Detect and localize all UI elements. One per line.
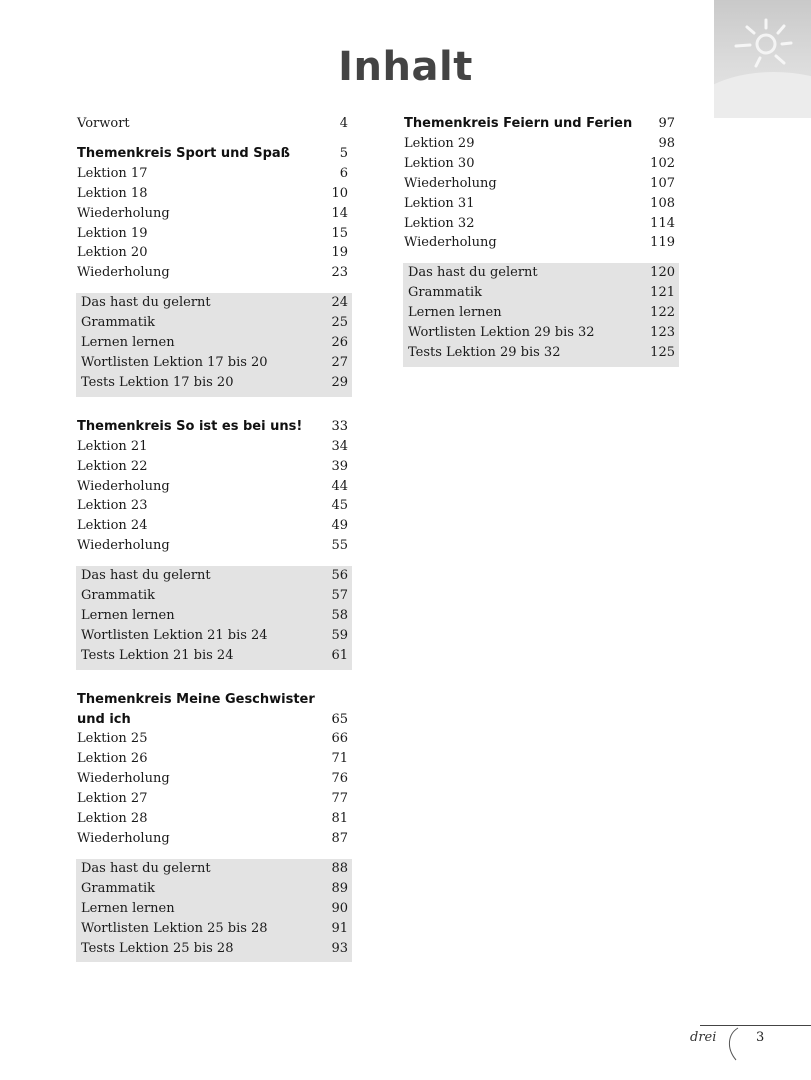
- toc-entry-label: Lektion 23: [77, 498, 148, 514]
- toc-entry-page: 26: [331, 335, 348, 351]
- appendix-box: [76, 859, 352, 963]
- toc-entry-label: Das hast du gelernt: [81, 295, 211, 311]
- toc-entry-label: Wiederholung: [77, 265, 170, 281]
- appendix-entry[interactable]: [403, 343, 679, 363]
- toc-section: [76, 397, 352, 670]
- toc-entry-label: Wiederholung: [77, 831, 170, 846]
- toc-entry-page: 49: [331, 518, 348, 534]
- footer-page-word: drei: [690, 1030, 717, 1045]
- toc-entry-label: und ich: [77, 711, 131, 727]
- toc-entry-page: 45: [331, 498, 348, 514]
- toc-entry-page: 61: [331, 647, 348, 663]
- toc-entry[interactable]: [403, 174, 679, 194]
- appendix-entry[interactable]: [76, 646, 352, 666]
- toc-entry[interactable]: [76, 184, 352, 204]
- toc-entry[interactable]: [76, 769, 352, 789]
- toc-entry-page: 77: [331, 791, 348, 807]
- toc-entry-label: Wiederholung: [77, 538, 170, 554]
- appendix-entry[interactable]: [76, 606, 352, 626]
- appendix-box: [403, 263, 679, 367]
- toc-entry-page: 121: [650, 285, 675, 301]
- toc-entry-label: Tests Lektion 21 bis 24: [81, 647, 234, 663]
- toc-entry-page: 88: [331, 860, 348, 876]
- toc-entry[interactable]: [76, 437, 352, 457]
- toc-entry-label: Lektion 32: [404, 215, 475, 231]
- toc-entry-label: Das hast du gelernt: [81, 860, 211, 876]
- toc-entry-page: 33: [331, 418, 348, 434]
- appendix-entry[interactable]: [76, 353, 352, 373]
- page-footer: [690, 1024, 811, 1064]
- toc-entry[interactable]: [76, 516, 352, 536]
- toc-entry-page: 24: [331, 295, 348, 311]
- toc-entry[interactable]: [76, 789, 352, 809]
- toc-entry-page: 125: [650, 344, 675, 360]
- toc-entry[interactable]: [76, 477, 352, 497]
- toc-entry-page: 19: [331, 245, 348, 261]
- toc-entry-page: 81: [331, 811, 348, 827]
- toc-entry-label: Lektion 28: [77, 811, 148, 827]
- toc-entry-label: Grammatik: [81, 315, 156, 331]
- appendix-entry[interactable]: [76, 313, 352, 333]
- toc-right-sections: [403, 114, 679, 367]
- toc-entry[interactable]: [403, 214, 679, 234]
- toc-entry-label: Wortlisten Lektion 25 bis 28: [81, 920, 268, 936]
- toc-entry[interactable]: [403, 154, 679, 174]
- footer-rule: [700, 1025, 811, 1026]
- toc-entry-label: Themenkreis Sport und Spaß: [77, 145, 291, 161]
- toc-entry-label: Lektion 18: [77, 185, 148, 201]
- toc-entry-page: 58: [331, 607, 348, 623]
- toc-left-column: [76, 114, 352, 962]
- toc-entry-label: Lektion 26: [77, 751, 148, 767]
- toc-entry-label: Das hast du gelernt: [408, 265, 538, 281]
- toc-entry-page: 97: [658, 116, 675, 131]
- page-curl-icon: [724, 1026, 744, 1064]
- toc-entry-label: Lektion 24: [77, 518, 148, 534]
- toc-entry-page: 98: [658, 135, 675, 151]
- appendix-entry[interactable]: [403, 323, 679, 343]
- toc-entry-page: 25: [331, 315, 348, 331]
- appendix-entry[interactable]: [76, 333, 352, 353]
- toc-entry[interactable]: [76, 204, 352, 224]
- toc-entry-label: Lektion 17: [77, 165, 148, 181]
- toc-entry-label: Lektion 29: [404, 135, 475, 151]
- toc-entry-label: Wortlisten Lektion 21 bis 24: [81, 627, 268, 643]
- section-heading[interactable]: [76, 144, 352, 164]
- toc-entry-label: Grammatik: [81, 588, 156, 604]
- section-heading[interactable]: [76, 690, 352, 710]
- toc-entry-page: 27: [331, 354, 348, 370]
- toc-entry-label: Themenkreis So ist es bei uns!: [77, 418, 303, 434]
- toc-entry-label: Das hast du gelernt: [81, 568, 211, 584]
- appendix-entry[interactable]: [403, 263, 679, 283]
- toc-entry-label: Tests Lektion 29 bis 32: [408, 344, 561, 360]
- toc-entry-label: Lernen lernen: [81, 335, 175, 351]
- appendix-entry[interactable]: [76, 626, 352, 646]
- toc-entry-label: Lektion 21: [77, 438, 148, 454]
- toc-entry-label: Vorwort: [77, 116, 130, 131]
- toc-entry-page: 55: [331, 538, 348, 554]
- appendix-entry[interactable]: [76, 919, 352, 939]
- toc-left-sections: [76, 144, 352, 963]
- appendix-entry[interactable]: [76, 939, 352, 959]
- toc-entry-page: 91: [331, 920, 348, 936]
- appendix-box: [76, 566, 352, 670]
- section-heading[interactable]: [403, 114, 679, 134]
- page-title: Inhalt: [338, 44, 473, 90]
- toc-entry-page: 65: [331, 711, 348, 727]
- toc-entry-label: Lektion 19: [77, 225, 148, 241]
- toc-entry-label: Lernen lernen: [81, 900, 175, 916]
- appendix-entry[interactable]: [76, 586, 352, 606]
- appendix-entry[interactable]: [403, 303, 679, 323]
- appendix-entry[interactable]: [76, 373, 352, 393]
- toc-entry-label: Lektion 25: [77, 731, 148, 747]
- toc-entry-page: 71: [331, 751, 348, 767]
- toc-entry-page: 59: [331, 627, 348, 643]
- toc-entry-page: 90: [331, 900, 348, 916]
- toc-entry-page: 14: [331, 205, 348, 221]
- appendix-box: [76, 293, 352, 397]
- toc-entry-page: 76: [331, 771, 348, 787]
- toc-entry[interactable]: [76, 457, 352, 477]
- toc-entry-label: Wiederholung: [404, 235, 497, 251]
- toc-entry-label: Wiederholung: [77, 205, 170, 221]
- toc-section: [76, 144, 352, 397]
- toc-entry-label: Lektion 31: [404, 195, 475, 211]
- toc-entry-label: Lektion 20: [77, 245, 148, 261]
- appendix-entry[interactable]: [76, 293, 352, 313]
- toc-entry[interactable]: [76, 749, 352, 769]
- toc-entry-page: 6: [339, 165, 348, 181]
- section-heading[interactable]: [76, 710, 352, 730]
- toc-entry-page: 102: [650, 155, 675, 171]
- toc-entry-page: 114: [650, 215, 675, 231]
- appendix-entry[interactable]: [76, 899, 352, 919]
- toc-entry-page: 4: [339, 116, 348, 131]
- toc-entry-label: Grammatik: [408, 285, 483, 301]
- toc-entry-label: Tests Lektion 17 bis 20: [81, 374, 234, 390]
- toc-entry-page: 29: [331, 374, 348, 390]
- toc-entry-page: 56: [331, 568, 348, 584]
- toc-entry-label: Wortlisten Lektion 17 bis 20: [81, 354, 268, 370]
- toc-entry-label: Wortlisten Lektion 29 bis 32: [408, 325, 595, 341]
- appendix-entry[interactable]: [76, 879, 352, 899]
- toc-entry-label: Lektion 30: [404, 155, 475, 171]
- toc-entry-page: 39: [331, 458, 348, 474]
- toc-entry-label: Lernen lernen: [408, 305, 502, 321]
- toc-entry-page: 119: [650, 235, 675, 251]
- toc-entry-page: 89: [331, 880, 348, 896]
- toc-entry-label: Grammatik: [81, 880, 156, 896]
- appendix-entry[interactable]: [76, 859, 352, 879]
- toc-entry[interactable]: [403, 194, 679, 214]
- toc-entry-label: Themenkreis Feiern und Ferien: [404, 116, 633, 131]
- toc-entry-label: Wiederholung: [77, 478, 170, 494]
- toc-entry[interactable]: [76, 536, 352, 556]
- toc-entry-label: Tests Lektion 25 bis 28: [81, 940, 234, 956]
- section-heading[interactable]: [76, 417, 352, 437]
- toc-entry[interactable]: [76, 729, 352, 749]
- footer-page-number: 3: [756, 1030, 765, 1045]
- toc-entry-label: Lektion 27: [77, 791, 148, 807]
- toc-entry-page: 66: [331, 731, 348, 747]
- toc-entry[interactable]: [76, 164, 352, 184]
- toc-entry[interactable]: [76, 224, 352, 244]
- toc-entry-label: Lektion 22: [77, 458, 148, 474]
- toc-entry-page: 120: [650, 265, 675, 281]
- appendix-entry[interactable]: [403, 283, 679, 303]
- toc-entry-page: 122: [650, 305, 675, 321]
- toc-entry-page: 123: [650, 325, 675, 341]
- toc-entry[interactable]: [403, 134, 679, 154]
- toc-entry-page: 93: [331, 940, 348, 956]
- toc-entry-page: 108: [650, 195, 675, 211]
- appendix-entry[interactable]: [76, 566, 352, 586]
- toc-right-column: [403, 114, 679, 367]
- toc-entry-label: Wiederholung: [404, 175, 497, 191]
- toc-entry[interactable]: [76, 829, 352, 849]
- toc-entry-page: 5: [339, 145, 348, 161]
- toc-entry-page: 57: [331, 588, 348, 604]
- toc-entry[interactable]: [403, 233, 679, 253]
- toc-entry-vorwort[interactable]: [76, 114, 352, 134]
- toc-entry[interactable]: [76, 496, 352, 516]
- toc-section: [403, 114, 679, 367]
- toc-entry-page: 23: [331, 265, 348, 281]
- toc-section: [76, 670, 352, 963]
- toc-entry[interactable]: [76, 243, 352, 263]
- toc-entry-page: 44: [331, 478, 348, 494]
- toc-entry-page: 34: [331, 438, 348, 454]
- toc-entry[interactable]: [76, 263, 352, 283]
- toc-entry-page: 107: [650, 175, 675, 191]
- toc-entry-page: 10: [331, 185, 348, 201]
- toc-entry-label: Lernen lernen: [81, 607, 175, 623]
- toc-entry-page: 87: [331, 831, 348, 846]
- toc-entry-label: Wiederholung: [77, 771, 170, 787]
- toc-entry-page: 15: [331, 225, 348, 241]
- toc-entry[interactable]: [76, 809, 352, 829]
- toc-entry-label: Themenkreis Meine Geschwister: [77, 691, 315, 707]
